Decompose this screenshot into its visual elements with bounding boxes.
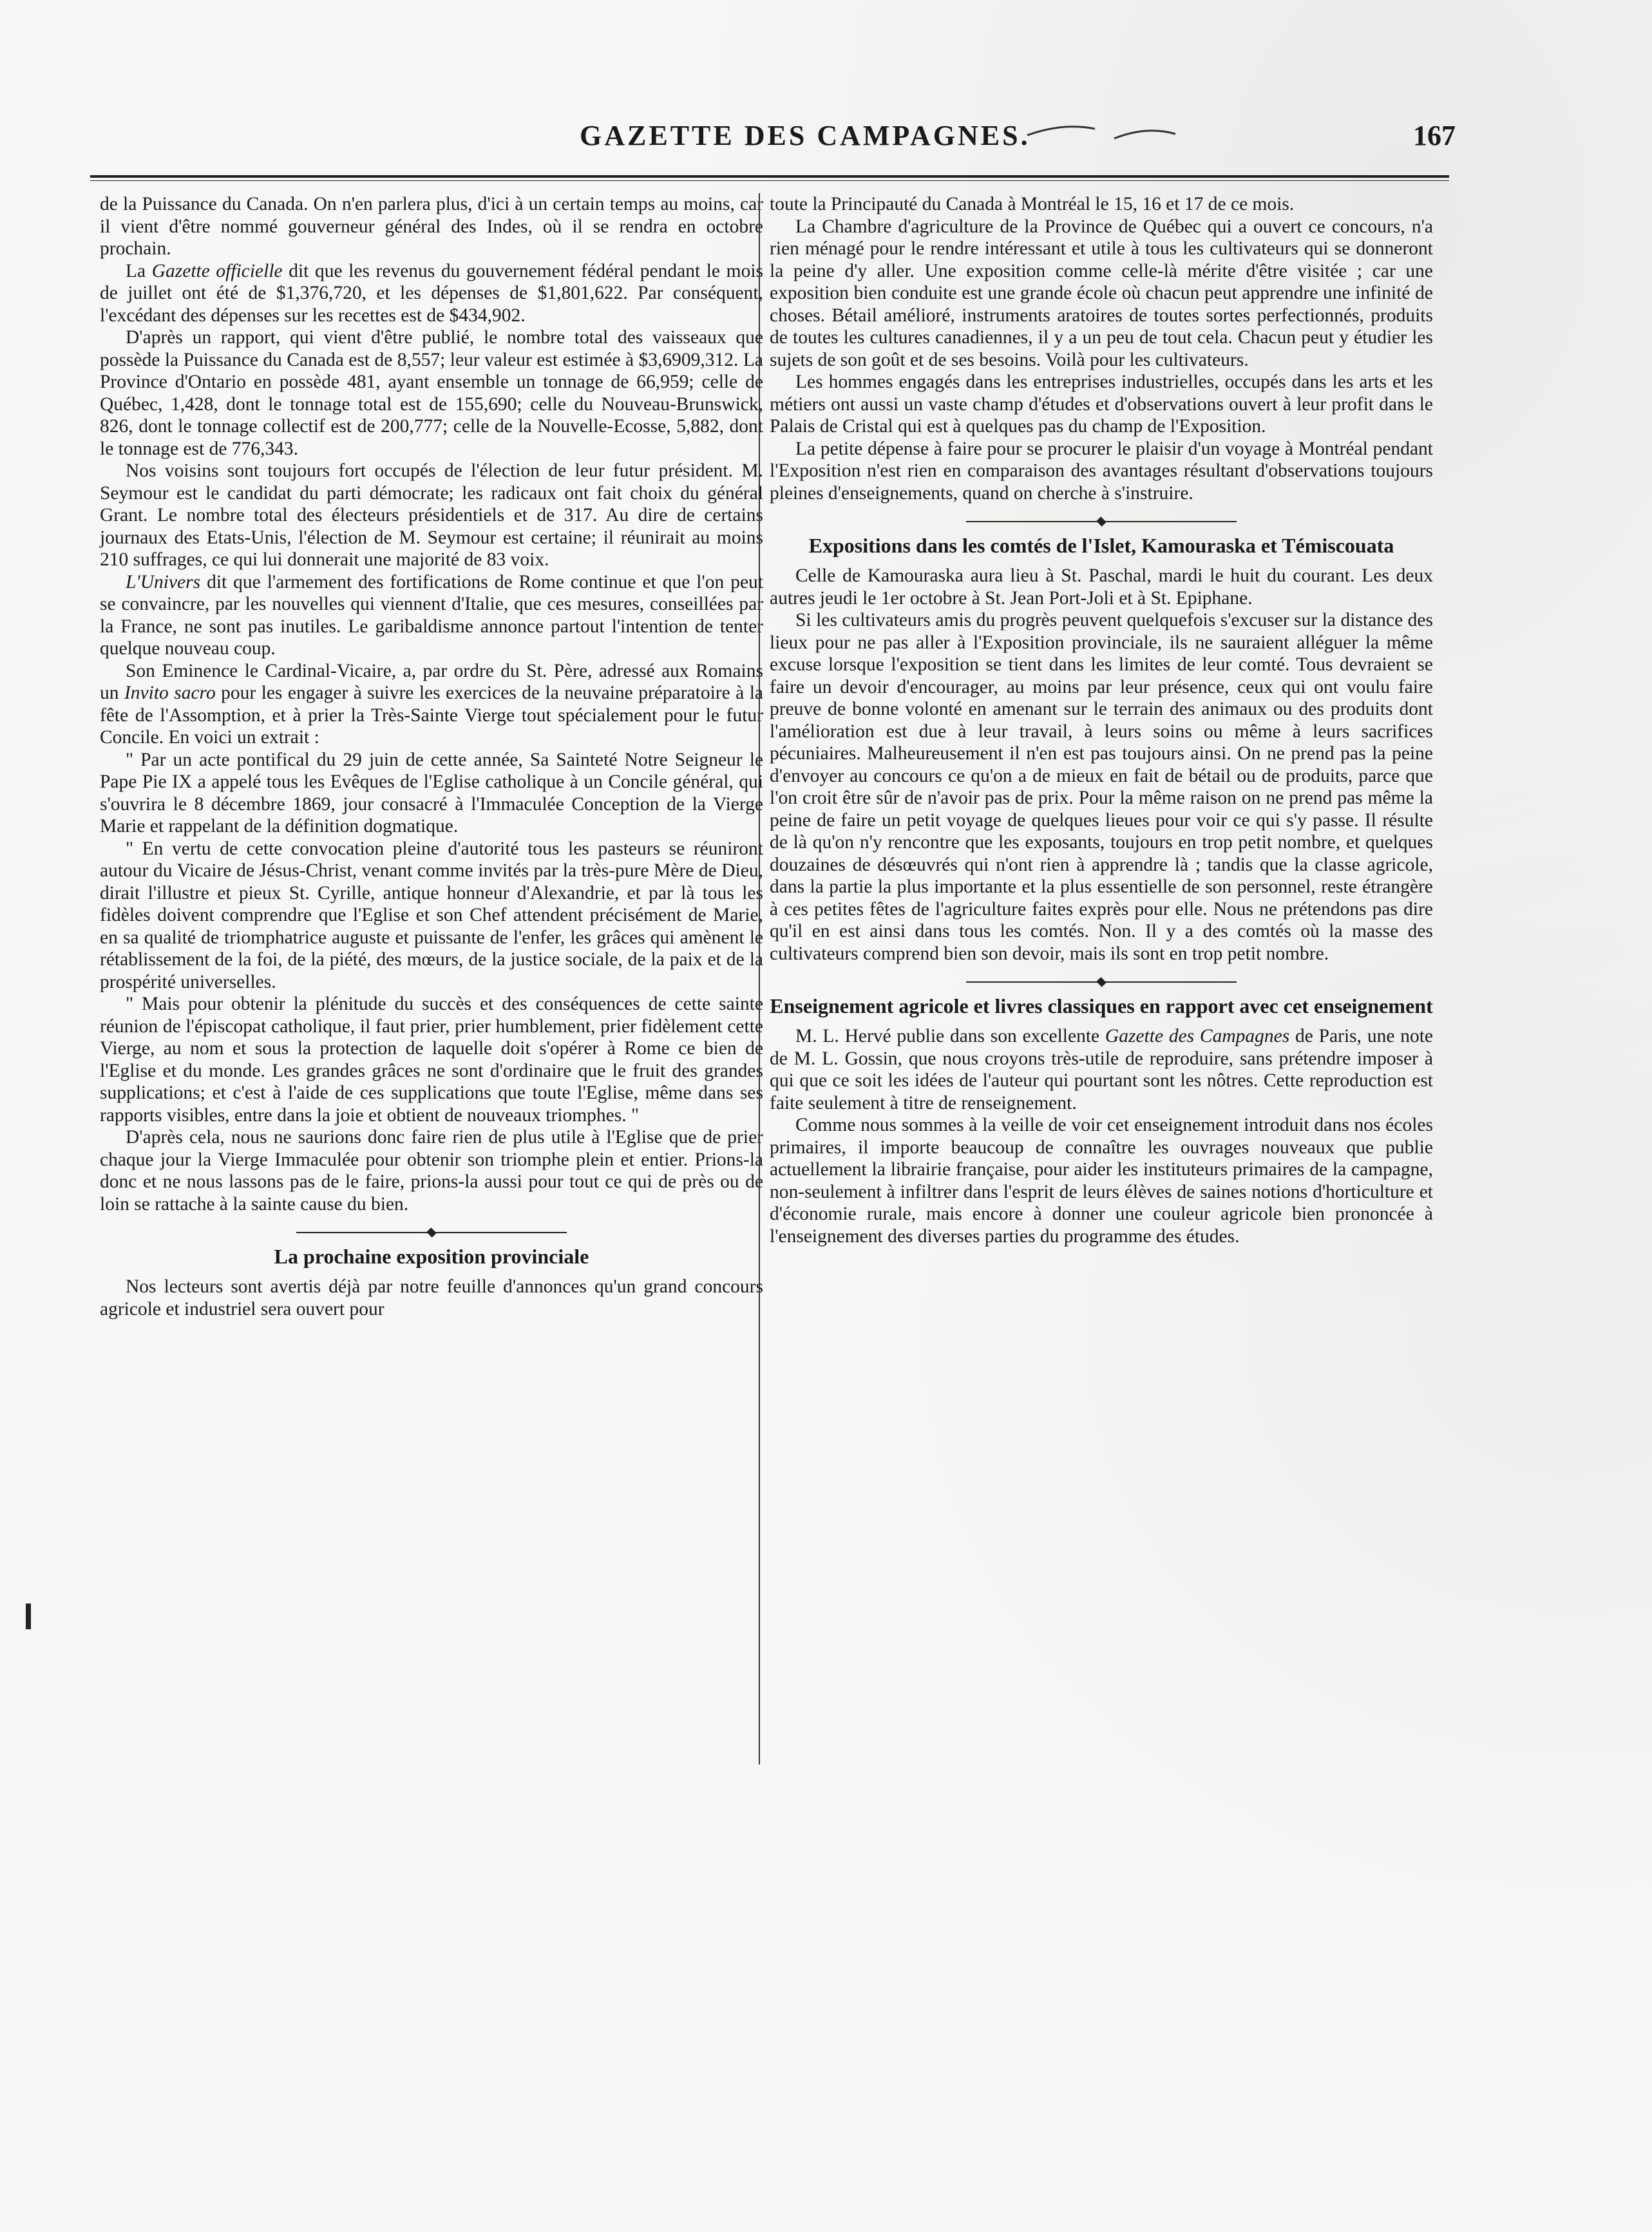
- running-title: GAZETTE DES CAMPAGNES.: [580, 120, 1030, 151]
- paragraph: [100, 660, 763, 749]
- section-ornament: [966, 518, 1237, 525]
- section-heading: Enseignement agricole et livres classiques en rapport avec cet enseignement: [770, 994, 1433, 1017]
- left-column: [100, 193, 763, 1320]
- page-number: 167: [1413, 120, 1456, 151]
- paragraph: La petite dépense à faire pour se procurer le plaisir d'un voyage à Montréal pendant l'Exposition n'est rien en comparaison des avantages résultant d'observations toujours pleines d'enseignements, quand on cherche à s'instruire.: [770, 438, 1433, 504]
- paragraph: D'après un rapport, qui vient d'être publié, le nombre total des vaisseaux que possède la Puissance du Canada est de 8,557; leur valeur est estimée à $3,6909,312. La Province d'Ontario en possède 481, ayant ensemble un tonnage de 66,959; celle de Québec, 1,428, dont le tonnage total est de 155,690; celle du Nouveau-Brunswick, 826, dont le tonnage collectif est de 200,777; celle de la Nouvelle-Ecosse, 5,882, dont le tonnage est de 776,343.: [100, 327, 763, 459]
- paragraph: D'après cela, nous ne saurions donc faire rien de plus utile à l'Eglise que de prier chaque jour la Vierge Immaculée pour obtenir son triomphe plein et entier. Prions-la donc et ne nous lassons pas de le faire, prions-la aussi pour tout ce qui de près ou de loin se rattache à la sainte cause du bien.: [100, 1127, 763, 1215]
- publication-title: L'Univers: [126, 571, 201, 592]
- quoted-paragraph: " Par un acte pontifical du 29 juin de cette année, Sa Sainteté Notre Seigneur le Pape Pie IX a appelé tous les Evêques de l'Eglise catholique à un Concile général, qui s'ouvrira le 8 décembre 1869, jour consacré à l'Immaculée Conception de la Vierge Marie et rappelant de la définition dogmatique.: [100, 749, 763, 837]
- section-heading: La prochaine exposition provinciale: [274, 1245, 589, 1268]
- page-header: [84, 119, 1456, 158]
- text-run: dit que l'armement des fortifications de Rome continue et que l'on peut se convaincre, par les nouvelles qui viennent d'Italie, que ces mesures, conseillées par la France, ne sont pas inutiles. Le garibaldisme annonce partout l'intention de tenter quelque nouveau coup.: [100, 571, 763, 659]
- pen-stroke-mark: [1024, 109, 1179, 148]
- publication-title: Gazette des Campagnes: [1105, 1026, 1290, 1046]
- quoted-paragraph: " Mais pour obtenir la plénitude du succès et des conséquences de cette sainte réunion de l'épiscopat catholique, il faut prier, prier humblement, prier fidèlement cette Vierge, au nom et sous la protection de laquelle doit s'opérer à Rome ce bien de l'Eglise et du monde. Les grandes grâces ne sont d'ordinaire que le fruit des grandes supplications; et c'est à l'aide de ces supplications que toute l'Eglise, même dans ses rapports visibles, entre dans la joie et obtient de nouveaux triomphes. ": [100, 994, 763, 1126]
- paragraph: Si les cultivateurs amis du progrès peuvent quelquefois s'excuser sur la distance des lieux pour ne pas aller à l'Exposition provinciale, ils ne sauraient alléguer la même excuse lorsque l'exposition se tient dans les limites de leur comté. Tous devraient se faire un devoir d'encourager, au moins par leur présence, ceux qui ont voulu faire preuve de bonne volonté en amenant sur le terrain des animaux ou des produits dont l'amélioration est due à leur travail, à leurs soins ou même à leurs sacrifices pécuniaires. Malheureusement il n'en est pas toujours ainsi. On ne prend pas la peine d'envoyer au concours ce qu'on a de mieux en fait de bétail ou de produits, parce que l'on croit être sûr de n'avoir pas de prix. Pour la même raison on ne prend pas même la peine de faire un petit voyage de quelques lieues pour voir ce qui s'y passe. Il résulte de là qu'on n'y rencontre que les exposants, toujours en trop petit nombre, et quelques douzaines de désœuvrés qui n'ont rien à apprendre là ; tandis que la classe agricole, dans la partie la plus importante et la plus essentielle de son personnel, reste étrangère à ces petites fêtes de l'agriculture faites exprès pour elle. Nous ne prétendons pas dire qu'il en est ainsi dans tous les comtés. Non. Il y a des comtés où la masse des cultivateurs comprend bien son devoir, mais ils sont en trop petit nombre.: [770, 610, 1433, 964]
- text-run: La: [126, 260, 152, 281]
- text-run: dit que les revenus du gouvernement fédéral pendant le mois de juillet ont été de $1,376,720, et les dépenses de $1,801,622. Par conséquent, l'excédant des dépenses sur les recettes est de $434,902.: [100, 260, 763, 326]
- publication-title: Gazette officielle: [151, 260, 283, 281]
- paragraph: [100, 260, 763, 327]
- right-column: [770, 193, 1433, 1247]
- paragraph: toute la Principauté du Canada à Montréal le 15, 16 et 17 de ce mois.: [770, 194, 1295, 214]
- quoted-paragraph: " En vertu de cette convocation pleine d'autorité tous les pasteurs se réuniront autour du Vicaire de Jésus-Christ, venant comme invités par la très-pure Mère de Dieu, dirait l'illustre et pieux St. Cyrille, antique honneur d'Alexandrie, et par là tous les fidèles doivent comprendre que l'Eglise et son Chef attendent précisément de Marie, en sa qualité de triomphatrice auguste et puissante de l'enfer, les grâces qui amènent le rétablissement de la foi, de la piété, des mœurs, de la justice sociale, de la paix et de la prospérité universelles.: [100, 838, 763, 992]
- paragraph: Nos voisins sont toujours fort occupés de l'élection de leur futur président. M. Seymour est le candidat du parti démocrate; les radicaux ont fait choix du général Grant. Le nombre total des électeurs présidentiels et de 317. Au dire de certains journaux des Etats-Unis, l'élection de M. Seymour est certaine; il réunirait au moins 210 suffrages, ce qui lui donnerait une majorité de 83 voix.: [100, 460, 763, 570]
- paragraph: de la Puissance du Canada. On n'en parlera plus, d'ici à un certain temps au moins, car il vient d'être nommé gouverneur général des Indes, où il se rendra en octobre prochain.: [100, 194, 763, 259]
- paragraph: Comme nous sommes à la veille de voir cet enseignement introduit dans nos écoles primaires, il importe beaucoup de connaître les ouvrages nouveaux que publie actuellement la librairie française, pour aider les instituteurs primaires de la campagne, non-seulement à infiltrer dans l'esprit de leurs élèves de saines notions d'horticulture et d'économie rurale, mais encore à donner une couleur agricole bien prononcée à l'enseignement des diverses parties du programme des études.: [770, 1115, 1433, 1247]
- text-run: Son Eminence le Cardinal-Vicaire, a, par ordre du St. Père, adressé aux Romains un: [100, 660, 763, 703]
- margin-mark: [26, 1603, 31, 1629]
- paragraph: Celle de Kamouraska aura lieu à St. Paschal, mardi le huit du courant. Les deux autres jeudi le 1er octobre à St. Jean Port-Joli et à St. Epiphane.: [770, 565, 1433, 609]
- column-divider: [759, 193, 760, 1764]
- text-run: pour les engager à suivre les exercices de la neuvaine préparatoire à la fête de l'Assomption, et à prier la Très-Sainte Vierge tout spécialement pour le futur Concile. En voici un extrait :: [100, 683, 763, 748]
- paragraph: Nos lecteurs sont avertis déjà par notre feuille d'annonces qu'un grand concours agricole et industriel sera ouvert pour: [100, 1276, 763, 1319]
- paragraph: Les hommes engagés dans les entreprises industrielles, occupés dans les arts et les métiers ont aussi un vaste champ d'études et d'observations ouvert à leur profit dans le Palais de Cristal qui est à quelques pas du champ de l'Exposition.: [770, 372, 1433, 437]
- section-ornament: [296, 1229, 567, 1236]
- paragraph: La Chambre d'agriculture de la Province de Québec qui a ouvert ce concours, n'a rien ménagé pour le rendre intéressant et utile à tous les cultivateurs qui se donneront la peine d'y aller. Une exposition comme celle-là mérite d'être visitée ; car une exposition bien conduite est une grande école où chacun peut apprendre une infinité de choses. Bétail amélioré, instruments aratoires de toutes sortes perfectionnés, produits de toutes les cultures canadiennes, il y a un peu de tout cela. Chacun peut y étudier les sujets de son goût et de ses besoins. Voilà pour les cultivateurs.: [770, 216, 1433, 370]
- section-heading: Expositions dans les comtés de l'Islet, Kamouraska et Témiscouata: [808, 534, 1394, 557]
- text-run: M. L. Hervé publie dans son excellente: [795, 1026, 1105, 1046]
- text-run: de Paris, une note de M. L. Gossin, que nous croyons très-utile de reproduire, sans prétendre imposer à qui que ce soit les idées de l'auteur qui pourtant sont les nôtres. Cette reproduction est faite seulement à titre de renseignement.: [770, 1026, 1433, 1113]
- paragraph: [770, 1025, 1433, 1114]
- section-ornament: [966, 979, 1237, 985]
- header-rule: [90, 175, 1449, 181]
- paragraph: [100, 571, 763, 660]
- latin-phrase: Invito sacro: [124, 683, 216, 703]
